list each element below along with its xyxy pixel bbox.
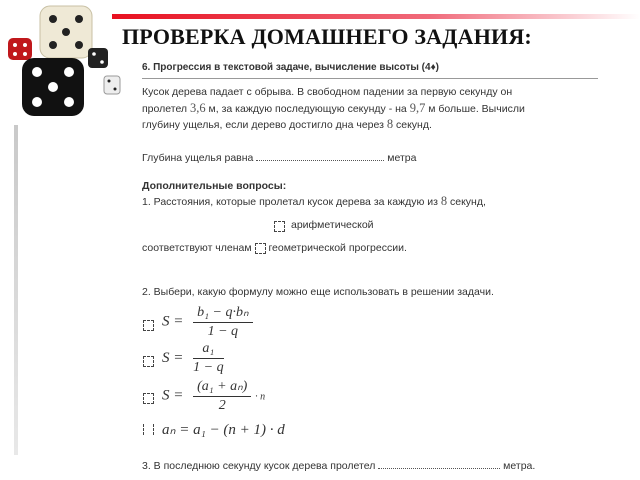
page-title: ПРОВЕРКА ДОМАШНЕГО ЗАДАНИЯ: (122, 24, 532, 49)
red-die-icon (8, 38, 32, 60)
small-white-die-icon (104, 76, 120, 94)
problem-line-1: Кусок дерева падает с обрыва. В свободном падении за первую секунду он (142, 86, 513, 98)
left-decor-bar (14, 125, 18, 455)
geometric-checkbox[interactable] (255, 243, 266, 254)
task-heading: 6. Прогрессия в текстовой задаче, вычисление высоты (4♦) (142, 62, 439, 73)
extra-heading: Дополнительные вопросы: (142, 180, 287, 192)
question-1: 1. Расстояния, которые пролетал кусок дерева за каждую из 8 секунд, (142, 194, 486, 208)
formula-2: S = $\frac{\text{a₁}}{1 - q}$ (162, 341, 224, 375)
red-accent-line (112, 14, 640, 19)
black-die-icon (22, 58, 84, 116)
formula-4-checkbox[interactable] (143, 424, 154, 435)
formula-3-checkbox[interactable] (143, 393, 154, 404)
formula-4: aₙ = a₁ − (n + 1) · d (162, 422, 285, 438)
question-2: 2. Выбери, какую формулу можно еще использовать в решении задачи. (142, 286, 494, 298)
arithmetic-checkbox[interactable] (274, 221, 285, 232)
divider (142, 78, 598, 79)
ivory-die-icon (40, 6, 92, 58)
last-second-input[interactable] (378, 458, 500, 469)
formula-1: S = $\frac{\text{b₁ − q·bₙ}}{1 - q}$ (162, 304, 253, 340)
option-arithmetic: арифметической (291, 219, 374, 231)
problem-line-3: глубину ущелья, если дерево достигло дна через 8 секунд. (142, 117, 432, 131)
small-black-die-icon (88, 48, 108, 68)
question-3: 3. В последнюю секунду кусок дерева пролетел метра. (142, 460, 536, 472)
formula-1-checkbox[interactable] (143, 320, 154, 331)
dice-illustration (0, 0, 130, 120)
problem-line-2: пролетел 3,6 м, за каждую последующую секунду - на 9,7 м больше. Вычисли (142, 101, 525, 115)
formula-2-checkbox[interactable] (143, 356, 154, 367)
answer-input[interactable] (256, 150, 384, 161)
answer-line: Глубина ущелья равна метра (142, 152, 417, 164)
formula-3: S = $\frac{\text{(a₁ + aₙ)}}{2}$ · n (162, 379, 266, 413)
question-1-options: соответствуют членам геометрической прогрессии. (142, 242, 407, 254)
